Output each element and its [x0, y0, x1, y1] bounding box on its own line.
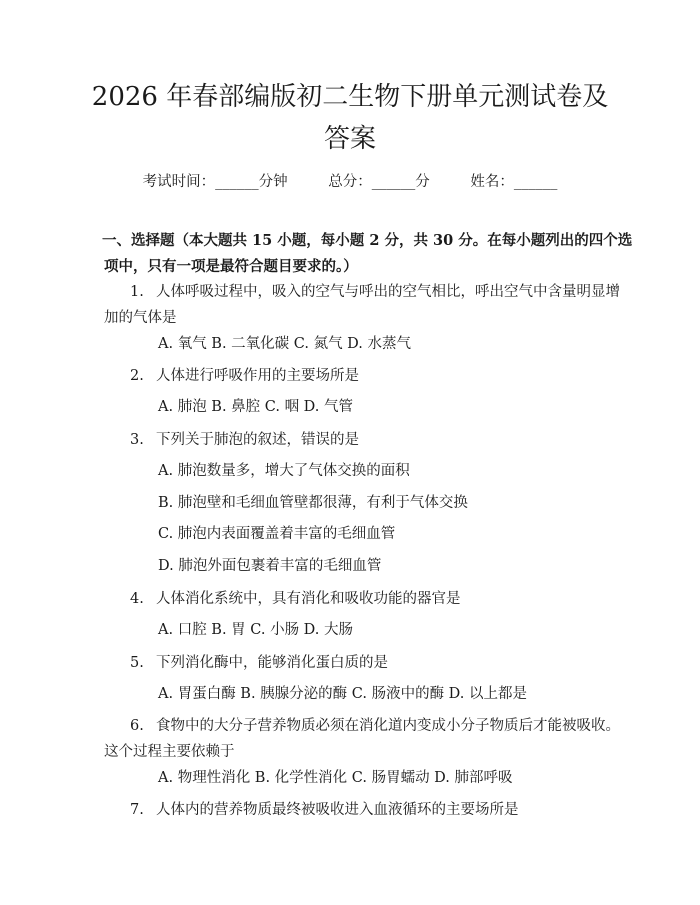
question-number: 2. [130, 368, 144, 384]
section-header [104, 228, 644, 280]
question-3-option-d: D. 肺泡外面包裹着丰富的毛细血管 [158, 558, 382, 574]
question-3 [104, 427, 644, 453]
question-3-option-a: A. 肺泡数量多，增大了气体交换的面积 [158, 463, 410, 479]
total-score-field: 总分：______分 [328, 174, 430, 190]
question-text: 人体呼吸过程中，吸入的空气与呼出的空气相比，呼出空气中含量明显增 [156, 284, 620, 300]
question-6 [104, 713, 644, 765]
question-number: 3. [130, 432, 144, 448]
question-7 [104, 797, 644, 823]
question-text: 人体进行呼吸作用的主要场所是 [156, 368, 359, 384]
question-3-option-c: C. 肺泡内表面覆盖着丰富的毛细血管 [158, 526, 396, 542]
question-number: 7. [130, 802, 144, 818]
question-6-options: A. 物理性消化 B. 化学性消化 C. 肠胃蠕动 D. 肺部呼吸 [158, 770, 513, 786]
question-text: 下列消化酶中，能够消化蛋白质的是 [156, 655, 388, 671]
question-2-options: A. 肺泡 B. 鼻腔 C. 咽 D. 气管 [158, 399, 354, 415]
question-text: 人体消化系统中，具有消化和吸收功能的器官是 [156, 591, 461, 607]
title-line-1: 2026 年春部编版初二生物下册单元测试卷及 [91, 82, 609, 112]
question-2 [104, 363, 644, 389]
exam-time-field: 考试时间：______分钟 [142, 174, 288, 190]
exam-info [0, 170, 700, 191]
title-line-2: 答案 [323, 124, 376, 154]
student-name-field: 姓名：______ [470, 174, 558, 190]
question-text: 下列关于肺泡的叙述，错误的是 [156, 432, 359, 448]
section-header-line-1: 一、选择题（本大题共 15 小题，每小题 2 分，共 30 分。在每小题列出的四个选 [102, 232, 633, 249]
question-text-continued: 加的气体是 [104, 310, 177, 326]
question-5-options: A. 胃蛋白酶 B. 胰腺分泌的酶 C. 肠液中的酶 D. 以上都是 [158, 686, 528, 702]
page-title [60, 76, 640, 160]
section-header-line-2: 项中，只有一项是最符合题目要求的。） [104, 258, 358, 275]
question-text: 食物中的大分子营养物质必须在消化道内变成小分子物质后才能被吸收。 [156, 718, 620, 734]
question-5 [104, 650, 644, 676]
question-1-options: A. 氧气 B. 二氧化碳 C. 氮气 D. 水蒸气 [158, 336, 412, 352]
question-1 [104, 279, 644, 331]
question-text-continued: 这个过程主要依赖于 [104, 744, 235, 760]
question-number: 1. [130, 284, 144, 300]
question-4-options: A. 口腔 B. 胃 C. 小肠 D. 大肠 [158, 622, 354, 638]
question-4 [104, 586, 644, 612]
question-number: 6. [130, 718, 144, 734]
question-text: 人体内的营养物质最终被吸收进入血液循环的主要场所是 [156, 802, 519, 818]
question-number: 5. [130, 655, 144, 671]
question-number: 4. [130, 591, 144, 607]
question-3-option-b: B. 肺泡壁和毛细血管壁都很薄，有利于气体交换 [158, 495, 468, 511]
